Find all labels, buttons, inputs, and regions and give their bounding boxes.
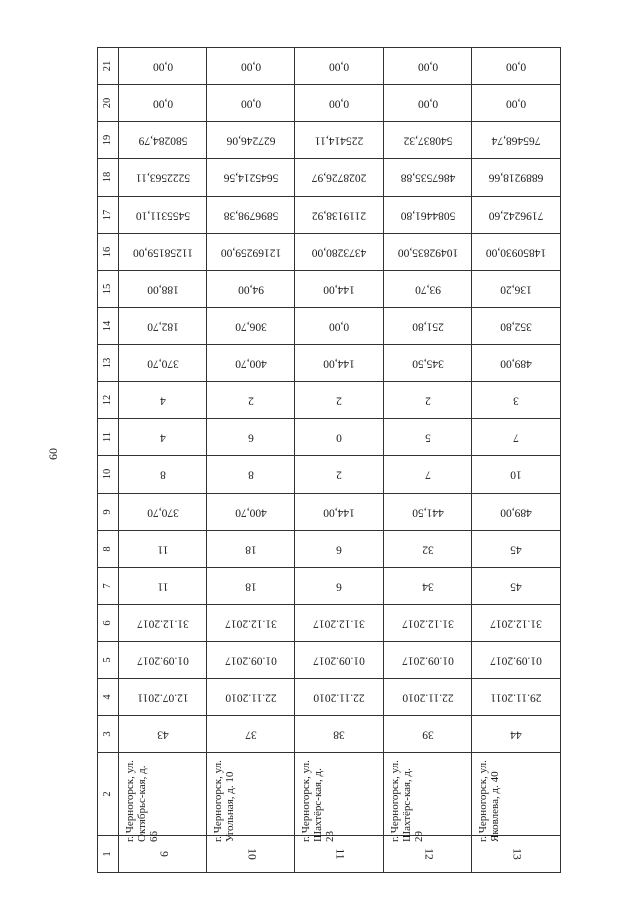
- table-cell: [384, 456, 472, 493]
- address-cell: [477, 756, 555, 843]
- table-cell: [119, 48, 207, 85]
- table-line-col-8: [98, 530, 561, 567]
- cell-value: 2119138,92: [311, 209, 367, 222]
- cell-value: 12.07.2011: [136, 691, 189, 704]
- column-header-label: 7: [102, 583, 113, 589]
- cell-value: 370,70: [146, 357, 179, 370]
- table-line-col-17: [98, 196, 561, 233]
- page-number: 60: [46, 448, 60, 460]
- cell-value: 0,00: [240, 60, 261, 73]
- table-line-col-19: [98, 122, 561, 159]
- column-header: [98, 567, 119, 604]
- cell-value: 10492835,00: [397, 246, 458, 259]
- table-cell: [384, 604, 472, 641]
- address-cell: [389, 756, 467, 843]
- table-cell: [472, 196, 561, 233]
- table-line-col-13: [98, 345, 561, 382]
- cell-value: 2028726,97: [311, 171, 367, 184]
- row-number: 11: [333, 848, 346, 860]
- cell-value: 45: [510, 580, 522, 593]
- table-cell: [207, 567, 295, 604]
- cell-value: 5222563,11: [135, 171, 190, 184]
- table-cell: [384, 345, 472, 382]
- table-cell: [295, 196, 384, 233]
- cell-value: 0,00: [328, 320, 350, 333]
- table-cell: [207, 233, 295, 270]
- table-cell: [119, 493, 207, 530]
- column-header: [98, 233, 119, 270]
- cell-value: 45: [510, 543, 522, 556]
- address-text: г. Черногорск, ул. Угольная, д. 10: [212, 760, 236, 843]
- cell-value: 0,00: [417, 97, 438, 110]
- cell-value: 6: [336, 543, 342, 556]
- table-cell: [384, 48, 472, 85]
- table-cell: [384, 419, 472, 456]
- table-line-col-3: [98, 716, 561, 753]
- cell-value: 43: [156, 728, 169, 741]
- table-cell: [384, 382, 472, 419]
- column-header-label: 5: [102, 657, 113, 663]
- table-cell: [207, 642, 295, 679]
- cell-value: 93,70: [414, 283, 441, 296]
- table-cell: [384, 233, 472, 270]
- table-line-col-20: [98, 85, 561, 122]
- table-cell: [384, 307, 472, 344]
- column-header-label: 21: [102, 60, 113, 72]
- column-header: [98, 753, 119, 836]
- table-cell: [119, 835, 207, 872]
- cell-value: 37: [244, 728, 257, 741]
- cell-value: 0,00: [505, 60, 527, 73]
- table-cell: [384, 493, 472, 530]
- cell-value: 251,80: [411, 320, 444, 333]
- column-header-label: 13: [102, 357, 113, 369]
- table-cell: [384, 196, 472, 233]
- column-header: [98, 835, 119, 872]
- row-number: 12: [422, 848, 434, 860]
- column-header: [98, 419, 119, 456]
- cell-value: 0: [336, 431, 342, 444]
- table-cell: [207, 679, 295, 716]
- cell-value: 144,00: [323, 283, 355, 296]
- cell-value: 352,80: [500, 320, 532, 333]
- column-header-label: 10: [102, 469, 113, 480]
- cell-value: 0,00: [152, 60, 173, 73]
- cell-value: 2: [424, 394, 431, 407]
- cell-value: 8: [247, 468, 254, 481]
- table-cell: [295, 48, 384, 85]
- column-header: [98, 679, 119, 716]
- cell-value: 11: [156, 543, 169, 556]
- table-cell: [207, 122, 295, 159]
- table-cell: [207, 419, 295, 456]
- address-cell: [212, 756, 290, 843]
- cell-value: 7: [513, 431, 519, 444]
- cell-value: 7: [424, 468, 431, 481]
- row-number: 10: [245, 848, 257, 860]
- table-cell: [295, 345, 384, 382]
- cell-value: 31.12.2017: [313, 617, 365, 630]
- table-cell: [207, 753, 295, 843]
- cell-value: 22.11.2010: [313, 691, 365, 704]
- table-line-col-5: [98, 642, 561, 679]
- cell-value: 0,00: [328, 60, 350, 73]
- column-header-label: 1: [102, 851, 113, 857]
- column-header-label: 15: [102, 283, 113, 295]
- table-cell: [384, 85, 472, 122]
- table-cell: [207, 85, 295, 122]
- cell-value: 6: [247, 431, 254, 444]
- row-number: 9: [157, 851, 169, 857]
- cell-value: 765468,74: [491, 134, 541, 147]
- cell-value: 144,00: [323, 357, 355, 370]
- table-cell: [295, 642, 384, 679]
- table-cell: [384, 835, 472, 872]
- column-header: [98, 530, 119, 567]
- data-table: [97, 47, 560, 873]
- address-text: г. Черногорск, ул. Яковлева, д. 40: [477, 760, 501, 843]
- table-cell: [295, 159, 384, 196]
- cell-value: 0,00: [152, 97, 173, 110]
- table-cell: [295, 382, 384, 419]
- table-cell: [207, 493, 295, 530]
- row-number: 13: [510, 848, 523, 860]
- cell-value: 38: [333, 728, 345, 741]
- column-header-label: 20: [102, 97, 113, 109]
- cell-value: 14850930,00: [485, 246, 547, 259]
- table-cell: [119, 456, 207, 493]
- cell-value: 188,00: [146, 283, 179, 296]
- table-cell: [119, 753, 207, 843]
- table-cell: [384, 159, 472, 196]
- table-cell: [472, 604, 561, 641]
- table-cell: [295, 270, 384, 307]
- cell-value: 370,70: [146, 506, 179, 519]
- cell-value: 182,70: [146, 320, 179, 333]
- column-header: [98, 122, 119, 159]
- column-header: [98, 307, 119, 344]
- table-line-col-1: [98, 835, 561, 872]
- cell-value: 4: [159, 431, 166, 444]
- table-cell: [295, 753, 384, 843]
- table-cell: [119, 679, 207, 716]
- cell-value: 2: [336, 394, 342, 407]
- column-header: [98, 48, 119, 85]
- table-cell: [472, 530, 561, 567]
- cell-value: 6889218,66: [488, 171, 544, 184]
- cell-value: 11: [156, 580, 169, 593]
- cell-value: 01.09.2017: [224, 654, 277, 667]
- address-text: г. Черногорск, ул. Октябрьс-кая, д. 66: [124, 760, 160, 843]
- cell-value: 627246,06: [226, 134, 275, 147]
- cell-value: 12169259,00: [220, 246, 281, 259]
- cell-value: 6: [336, 580, 342, 593]
- table-cell: [472, 419, 561, 456]
- table-line-col-11: [98, 419, 561, 456]
- address-text: г. Черногорск, ул. Шахтёрс-кая, д. 23: [300, 760, 336, 843]
- table-cell: [119, 196, 207, 233]
- table-cell: [472, 493, 561, 530]
- table-cell: [472, 753, 561, 843]
- cell-value: 44: [510, 728, 522, 741]
- table-cell: [119, 270, 207, 307]
- table-cell: [295, 835, 384, 872]
- table-cell: [119, 382, 207, 419]
- cell-value: 5896798,38: [223, 209, 278, 222]
- cell-value: 306,70: [234, 320, 267, 333]
- table-cell: [295, 567, 384, 604]
- cell-value: 3: [513, 394, 519, 407]
- column-header: [98, 604, 119, 641]
- table-cell: [472, 679, 561, 716]
- cell-value: 5084461,80: [400, 209, 455, 222]
- table-cell: [384, 642, 472, 679]
- column-header-label: 11: [102, 432, 113, 443]
- column-header-label: 16: [102, 246, 113, 257]
- cell-value: 441,50: [411, 506, 444, 519]
- table-cell: [384, 530, 472, 567]
- table-cell: [295, 85, 384, 122]
- table-line-col-15: [98, 270, 561, 307]
- table-cell: [384, 716, 472, 753]
- cell-value: 580284,79: [138, 134, 187, 147]
- table-cell: [119, 85, 207, 122]
- cell-value: 31.12.2017: [401, 617, 454, 630]
- table-line-col-12: [98, 382, 561, 419]
- table-cell: [119, 642, 207, 679]
- table-cell: [295, 456, 384, 493]
- cell-value: 01.09.2017: [401, 654, 454, 667]
- column-header-label: 18: [102, 172, 113, 183]
- cell-value: 400,70: [234, 357, 267, 370]
- column-header-label: 8: [102, 546, 113, 552]
- column-header-label: 19: [102, 135, 113, 146]
- column-header-label: 4: [102, 694, 113, 700]
- column-header: [98, 716, 119, 753]
- cell-value: 5455311,10: [135, 209, 190, 222]
- cell-value: 31.12.2017: [490, 617, 542, 630]
- table-cell: [119, 419, 207, 456]
- cell-value: 136,20: [500, 283, 532, 296]
- table-line-col-7: [98, 567, 561, 604]
- table-line-col-9: [98, 493, 561, 530]
- cell-value: 22.11.2010: [224, 691, 277, 704]
- table-cell: [295, 530, 384, 567]
- table-cell: [384, 753, 472, 843]
- table-line-col-10: [98, 456, 561, 493]
- address-text: г. Черногорск, ул. Шахтёрс-кая, д. 29: [389, 760, 425, 843]
- cell-value: 2: [336, 468, 342, 481]
- column-header: [98, 382, 119, 419]
- table-cell: [472, 270, 561, 307]
- table-line-col-16: [98, 233, 561, 270]
- cell-value: 22.11.2010: [401, 691, 454, 704]
- table-cell: [384, 567, 472, 604]
- table-line-col-21: [98, 48, 561, 85]
- table-cell: [295, 419, 384, 456]
- table-cell: [207, 835, 295, 872]
- table-cell: [472, 233, 561, 270]
- table-cell: [207, 159, 295, 196]
- address-cell: [124, 756, 202, 843]
- cell-value: 5: [424, 431, 431, 444]
- table-cell: [119, 604, 207, 641]
- table-cell: [207, 307, 295, 344]
- table-cell: [295, 679, 384, 716]
- cell-value: 2: [247, 394, 254, 407]
- cell-value: 31.12.2017: [224, 617, 277, 630]
- table-cell: [295, 122, 384, 159]
- cell-value: 01.09.2017: [490, 654, 542, 667]
- table-cell: [207, 716, 295, 753]
- cell-value: 0,00: [417, 60, 438, 73]
- table-cell: [384, 679, 472, 716]
- table-cell: [472, 716, 561, 753]
- cell-value: 4373280,00: [311, 246, 367, 259]
- table-cell: [472, 642, 561, 679]
- cell-value: 345,50: [411, 357, 444, 370]
- cell-value: 29.11.2011: [490, 691, 542, 704]
- address-cell: [300, 756, 378, 843]
- cell-value: 32: [421, 543, 434, 556]
- table-cell: [207, 48, 295, 85]
- table-cell: [119, 233, 207, 270]
- column-header-label: 2: [102, 791, 113, 797]
- column-header: [98, 159, 119, 196]
- cell-value: 5645214,56: [223, 171, 278, 184]
- table-cell: [472, 122, 561, 159]
- table-cell: [295, 604, 384, 641]
- table-cell: [119, 567, 207, 604]
- cell-value: 540837,32: [403, 134, 452, 147]
- column-header-label: 9: [102, 508, 113, 515]
- table-cell: [472, 835, 561, 872]
- cell-value: 0,00: [505, 97, 527, 110]
- cell-value: 10: [510, 468, 522, 481]
- cell-value: 18: [244, 580, 257, 593]
- cell-value: 7196242,60: [488, 209, 544, 222]
- table-cell: [119, 307, 207, 344]
- column-header-label: 6: [102, 620, 113, 626]
- table-cell: [207, 382, 295, 419]
- cell-value: 18: [244, 543, 257, 556]
- table-cell: [295, 716, 384, 753]
- column-header: [98, 270, 119, 307]
- cell-value: 225414,11: [314, 134, 364, 147]
- table-cell: [472, 48, 561, 85]
- table-cell: [207, 456, 295, 493]
- table-cell: [119, 345, 207, 382]
- table-cell: [472, 345, 561, 382]
- table-cell: [119, 122, 207, 159]
- table-cell: [295, 493, 384, 530]
- table-line-col-6: [98, 604, 561, 641]
- table-line-col-4: [98, 679, 561, 716]
- cell-value: 94,00: [237, 283, 264, 296]
- table-cell: [472, 567, 561, 604]
- column-header-label: 14: [102, 320, 113, 332]
- column-header: [98, 493, 119, 530]
- table-line-col-14: [98, 307, 561, 344]
- table-cell: [207, 530, 295, 567]
- column-header-label: 17: [102, 209, 113, 220]
- table-line-col-18: [98, 159, 561, 196]
- table-cell: [119, 530, 207, 567]
- column-header-label: 3: [102, 731, 113, 737]
- cell-value: 4867535,88: [400, 171, 455, 184]
- cell-value: 01.09.2017: [136, 654, 189, 667]
- table-cell: [472, 85, 561, 122]
- cell-value: 400,70: [234, 506, 267, 519]
- table-cell: [472, 159, 561, 196]
- table-cell: [207, 196, 295, 233]
- table-cell: [119, 716, 207, 753]
- cell-value: 39: [421, 728, 434, 741]
- table-cell: [295, 233, 384, 270]
- column-header: [98, 345, 119, 382]
- cell-value: 8: [159, 468, 166, 481]
- table-line-col-2: [98, 753, 561, 836]
- cell-value: 4: [159, 394, 166, 407]
- cell-value: 01.09.2017: [313, 654, 365, 667]
- cell-value: 34: [421, 580, 434, 593]
- table-cell: [295, 307, 384, 344]
- column-header: [98, 85, 119, 122]
- table-cell: [384, 122, 472, 159]
- table-cell: [119, 159, 207, 196]
- table-cell: [472, 456, 561, 493]
- table-cell: [207, 345, 295, 382]
- table-cell: [384, 270, 472, 307]
- column-header-label: 12: [102, 394, 113, 406]
- cell-value: 144,00: [323, 506, 355, 519]
- cell-value: 0,00: [328, 97, 350, 110]
- cell-value: 489,00: [500, 357, 532, 370]
- table-cell: [472, 382, 561, 419]
- table-cell: [472, 307, 561, 344]
- cell-value: 0,00: [240, 97, 261, 110]
- column-header: [98, 196, 119, 233]
- column-header: [98, 456, 119, 493]
- column-header: [98, 642, 119, 679]
- table-cell: [207, 270, 295, 307]
- cell-value: 31.12.2017: [136, 617, 189, 630]
- table-cell: [207, 604, 295, 641]
- cell-value: 11258159,00: [132, 246, 193, 259]
- cell-value: 489,00: [500, 506, 532, 519]
